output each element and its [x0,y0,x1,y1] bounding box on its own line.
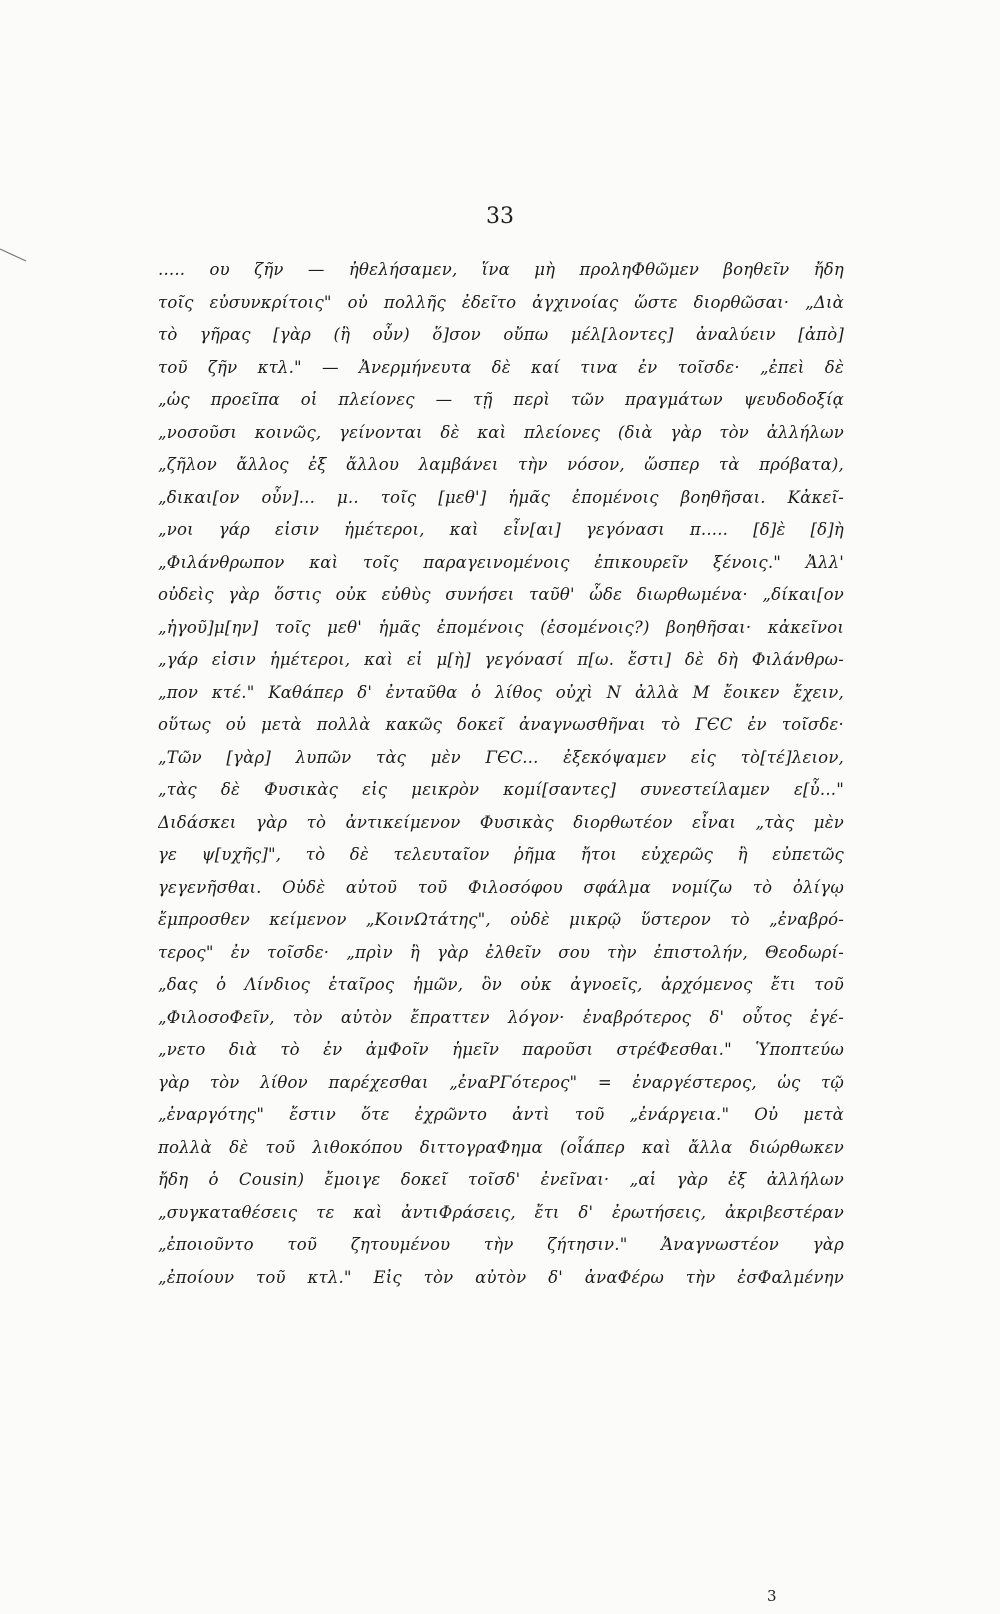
text-line: „δικαι[ον οὖν]... μ.. τοῖς [μεθ'] ἡμᾶς ἐπομένοις βοηθῆσαι. Κἀκεῖ- [158,487,844,507]
text-line: τοῦ ζῆν κτλ." — Ἀνερμήνευτα δὲ καί τινα ἐν τοῖσδε· „ἐπεὶ δὲ [158,357,844,377]
text-line: „ὡς προεῖπα οἱ πλείονες — τῇ περὶ τῶν πραγμάτων ψευδοδοξίᾳ [158,390,844,409]
margin-mark [0,245,30,267]
text-line: „τὰς δὲ Φυσικὰς εἰς μεικρὸν κομί[σαντες] συνεστείλαμεν ε[ὖ..." [158,780,844,799]
text-line: „γάρ εἰσιν ἡμέτεροι, καὶ εἰ μ[ὴ] γεγόνασί π[ω. ἔστι] δὲ δὴ Φιλάνθρω- [158,650,844,669]
text-line: Διδάσκει γὰρ τὸ ἀντικείμενον Φυσικὰς διορθωτέον εἶναι „τὰς μὲν [158,812,844,832]
text-line: γὰρ τὸν λίθον παρέχεσθαι „ἐναΡΓότερος" = ἐναργέστερος, ὡς τῷ [158,1072,844,1092]
text-line: „ἐναργότης" ἔστιν ὅτε ἐχρῶντο ἀντὶ τοῦ „ἐνάργεια." Οὐ μετὰ [158,1105,844,1124]
page-number: 33 [486,204,514,229]
text-line: ἤδη ὁ Cousin) ἔμοιγε δοκεῖ τοῖσδ' ἐνεῖναι· „αἱ γὰρ ἐξ ἀλλήλων [158,1170,844,1189]
text-line: τοῖς εὐσυνκρίτοις" οὐ πολλῆς ἐδεῖτο ἀγχινοίας ὥστε διορθῶσαι· „Διὰ [158,292,844,312]
text-line: οὕτως οὐ μετὰ πολλὰ κακῶς δοκεῖ ἀναγνωσθῆναι τὸ ΓЄC ἐν τοῖσδε· [158,715,844,734]
text-line: ἔμπροσθεν κείμενον „ΚοινΩτάτης", οὐδὲ μικρῷ ὕστερον τὸ „ἐναβρό- [158,910,844,929]
text-line: „Φιλάνθρωπον καὶ τοῖς παραγεινομένοις ἐπικουρεῖν ξένοις." Ἀλλ' [158,552,844,572]
text-line: „συγκαταθέσεις τε καὶ ἀντιΦράσεις, ἔτι δ' ἐρωτήσεις, ἀκριβεστέραν [158,1202,844,1222]
text-line: γε ψ[υχῆς]", τὸ δὲ τελευταῖον ῥῆμα ἤτοι εὐχερῶς ἢ εὐπετῶς [158,845,844,864]
text-line: „νοσοῦσι κοινῶς, γείνονται δὲ καὶ πλείονες (διὰ γὰρ τὸν ἀλλήλων [158,422,844,442]
body-text [158,254,844,1294]
text-line: „ἡγοῦ]μ[ην] τοῖς μεθ' ἡμᾶς ἐπομένοις (ἐσομένοις?) βοηθῆσαι· κἀκεῖνοι [158,617,844,637]
text-line: „δας ὁ Λίνδιος ἑταῖρος ἡμῶν, ὃν οὐκ ἀγνοεῖς, ἀρχόμενος ἔτι τοῦ [158,975,844,994]
text-line: „πον κτέ." Καθάπερ δ' ἐνταῦθα ὁ λίθος οὐχὶ N ἀλλὰ M ἔοικεν ἔχειν, [158,682,844,702]
text-line: τὸ γῆρας [γὰρ (ἢ οὖν) ὅ]σον οὔπω μέλ[λοντες] ἀναλύειν [ἀπὸ] [158,325,844,344]
text-line: „ἐποίουν τοῦ κτλ." Εἰς τὸν αὐτὸν δ' ἀναΦέρω τὴν ἐσΦαλμένην [158,1267,844,1287]
text-line: ..... ου ζῆν — ἠθελήσαμεν, ἵνα μὴ προληΦθῶμεν βοηθεῖν ἤδη [158,260,844,279]
text-line: „ἐποιοῦντο τοῦ ζητουμένου τὴν ζήτησιν." Ἀναγνωστέον γὰρ [158,1235,844,1254]
text-line: „νοι γάρ εἰσιν ἡμέτεροι, καὶ εἶν[αι] γεγόνασι π..... [δ]ὲ [δ]ὴ [158,520,844,539]
signature-mark: 3 [767,1587,777,1605]
text-line: γεγενῆσθαι. Οὐδὲ αὐτοῦ τοῦ Φιλοσόφου σφάλμα νομίζω τὸ ὀλίγῳ [158,877,844,897]
text-line: οὐδεὶς γὰρ ὅστις οὐκ εὐθὺς συνήσει ταῦθ' ὧδε διωρθωμένα· „δίκαι[ον [158,585,844,604]
text-line: „Τῶν [γὰρ] λυπῶν τὰς μὲν ΓЄC... ἐξεκόψαμεν εἰς τὸ[τέ]λειον, [158,747,844,767]
text-line: πολλὰ δὲ τοῦ λιθοκόπου διττογραΦημα (οἷάπερ καὶ ἄλλα διώρθωκεν [158,1137,844,1157]
text-line: „ζῆλον ἄλλος ἐξ ἄλλου λαμβάνει τὴν νόσον, ὥσπερ τὰ πρόβατα), [158,455,844,474]
text-line: „ΦιλοσοΦεῖν, τὸν αὐτὸν ἔπραττεν λόγον· ἐναβρότερος δ' οὗτος ἐγέ- [158,1007,844,1027]
text-line: τερος" ἐν τοῖσδε· „πρὶν ἢ γὰρ ἐλθεῖν σου τὴν ἐπιστολήν, Θεοδωρί- [158,942,844,962]
text-line: „νετο διὰ τὸ ἐν ἀμΦοῖν ἡμεῖν παροῦσι στρέΦεσθαι." Ὑποπτεύω [158,1040,844,1059]
